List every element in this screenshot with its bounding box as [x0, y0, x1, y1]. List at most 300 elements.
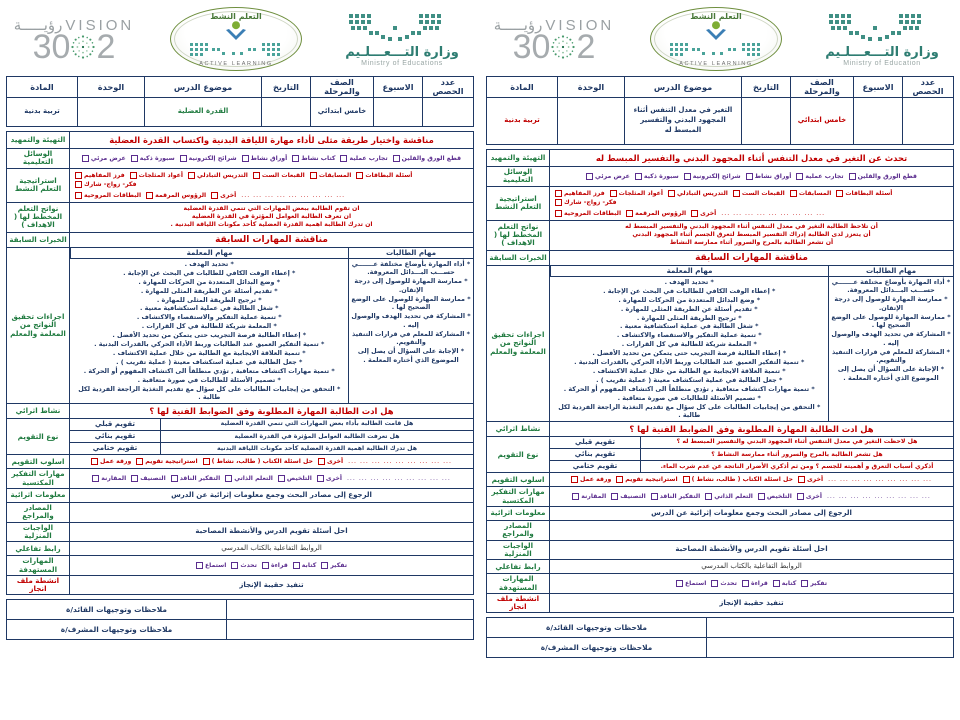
strategy-option: أسئلة البطاقات — [836, 190, 892, 197]
strategy-option: فكر- زواج- شارك — [555, 199, 617, 206]
vision-number-right: 30 — [512, 27, 551, 66]
skill-option: تفكير — [801, 580, 827, 587]
checkbox-icon[interactable] — [668, 190, 675, 197]
label-homework: الواجبات المنزلية — [7, 522, 70, 542]
ministry-english-label: Ministry of Educations — [361, 59, 443, 67]
row-tasks-header — [487, 265, 954, 421]
row-strategy — [487, 186, 954, 220]
interactive-link-text[interactable]: الروابط التفاعلية بالكتاب المدرسي — [550, 560, 954, 574]
strategy-option: الرؤوس المرقمة — [146, 192, 206, 199]
method-option: استراتيجية تقويم — [616, 476, 677, 483]
value-week[interactable] — [854, 98, 903, 145]
label-outcomes: نواتج التعلم المخطط لها ( الاهداف ) — [487, 220, 550, 250]
ministry-emblem-icon — [343, 12, 461, 44]
checkbox-icon[interactable] — [318, 458, 325, 465]
checkbox-icon[interactable] — [82, 155, 89, 162]
label-prior: الخبرات السابقة — [7, 232, 70, 247]
label-formative-assessment: تقويم بنائي — [550, 449, 641, 460]
enrich-question: هل ادت الطالبة المهارة المطلوبة وفق الضوابط الفنية لها ؟ — [70, 404, 474, 419]
warmup-text: مناقشة واختيار طريقة مثلى لأداء مهارة اللياقة البدنية واكتساب القدرة العضلية — [70, 132, 474, 149]
thinking-skills-options — [550, 487, 954, 507]
checkbox-icon[interactable] — [684, 173, 691, 180]
header-date: التاريخ — [742, 77, 791, 98]
teacher-task-item: * التحقق من إيجابيات الطالبات على كل سؤال مع تقديم التغذية الراجعة الفردية لكل طالبة . — [78, 384, 341, 402]
assessment-pre-text: هل لاحظت التغير في معدل التنفس أثناء المجهود البدني والتفسير المبسط له ؟ — [676, 438, 918, 446]
checkbox-icon[interactable] — [773, 580, 780, 587]
strategy-option: القبعات الست — [253, 172, 305, 179]
teacher-task-item: * تحديد الهدف . — [664, 277, 714, 286]
prior-title: مناقشة المهارات السابقة — [70, 232, 474, 247]
header-week: الاسبوع — [854, 77, 903, 98]
label-warmup: التهيئة والتمهيد — [7, 132, 70, 149]
row-leader-notes — [487, 618, 954, 638]
label-portfolio: انشطة ملف انجاز — [487, 593, 550, 613]
value-date[interactable] — [742, 98, 791, 145]
assessment-final-text: هل تدرك الطالبة اهمية القدرة العضلية كأحد مكونات اللياقة البدنية — [217, 444, 417, 452]
label-teaching-aids: الوسائل التعليمية — [7, 149, 70, 169]
method-option: أخرى — [318, 458, 343, 465]
row-strategy — [7, 168, 474, 202]
checkbox-icon[interactable] — [211, 192, 218, 199]
value-lesson-topic[interactable]: التغير في معدل التنفس أثناء المجهود البدني والتفسير المبسط له — [625, 98, 742, 145]
value-subject[interactable]: تربية بدنية — [7, 98, 78, 127]
label-assessment-method: اسلوب التقويم — [7, 455, 70, 469]
aid-option: تجارب عملية — [340, 155, 387, 162]
checkbox-icon[interactable] — [91, 458, 98, 465]
checkbox-icon[interactable] — [796, 173, 803, 180]
teacher-task-item: * إعطاء الوقت الكافي للطالبات في البحث عن الإجابة . — [603, 286, 776, 295]
header-teacher-tasks: مهام المعلمة — [71, 248, 349, 259]
strategy-blank-dots[interactable]: ... ... ... ... ... ... ... ... ... — [721, 209, 826, 217]
checkbox-icon[interactable] — [616, 476, 623, 483]
lesson-plan-table-right — [6, 131, 474, 595]
row-assessment-pre — [487, 437, 954, 449]
header-student-tasks: مهام الطالبات — [349, 248, 474, 259]
aid-option: سبورة ذكية — [635, 173, 679, 180]
checkbox-icon[interactable] — [242, 155, 249, 162]
checkbox-icon[interactable] — [310, 172, 317, 179]
checkbox-icon[interactable] — [797, 493, 804, 500]
warmup-text: تحدث عن التغير في معدل التنفس أثناء المجهود البدني والتفسير المبسط له — [550, 150, 954, 167]
prior-title: مناقشة المهارات السابقة — [550, 250, 954, 265]
strategy-option: المسابقات — [790, 190, 832, 197]
teacher-task-item: * المعلمة شريكة للطالبة في كل القرارات . — [141, 322, 277, 331]
value-lesson-topic[interactable]: القدرة العضلية — [145, 98, 262, 127]
row-teaching-aids — [7, 149, 474, 169]
checkbox-icon[interactable] — [340, 155, 347, 162]
student-task-item: * المشاركة في تحديد الهدف والوصول إليه . — [831, 330, 951, 347]
checkbox-icon[interactable] — [683, 476, 690, 483]
method-option: ورقة عمل — [91, 458, 131, 465]
strategy-blank-dots[interactable]: ... ... ... ... ... ... ... ... ... — [241, 191, 346, 199]
assessment-formative-text: هل تعرفت الطالبة العوامل المؤثرة في القدرة العضلية — [234, 432, 400, 440]
outcome-item: أن تلاحظ الطالبة التغير في معدل التنفس أثناء المجهود البدني والتفسير المبسط له — [625, 222, 878, 230]
portfolio-text: تنفيذ حقيبة الإنجاز — [70, 575, 474, 595]
checkbox-icon[interactable] — [231, 562, 238, 569]
header-lesson-topic: موضوع الدرس — [145, 77, 262, 98]
checkbox-icon[interactable] — [262, 562, 269, 569]
method-blank-dots[interactable]: ... ... ... ... ... ... ... ... ... — [828, 476, 932, 484]
teacher-task-item: * تصميم الأسئلة للطالبات في صورة متعاقبة . — [137, 375, 281, 384]
teacher-task-item: * وضع البدائل المتعددة من الحركات للمهارة . — [138, 277, 281, 286]
header-week: الاسبوع — [374, 77, 423, 98]
teacher-task-item: * تنمية عملية التفكير والاستقصاء والاكتشاف . — [616, 331, 762, 340]
assessment-formative-container — [70, 431, 474, 443]
document-header-right — [6, 2, 474, 76]
teacher-task-item: * تنمية العلاقة الايجابية مع الطالبة من خلال عملية الاكتشاف . — [112, 349, 306, 358]
supervisor-notes-value[interactable] — [707, 638, 954, 658]
row-interactive-link — [487, 560, 954, 574]
row-sources — [7, 503, 474, 523]
row-tasks-header — [7, 247, 474, 403]
outcomes-list — [70, 202, 474, 232]
vision-ornament-icon — [69, 33, 97, 61]
teacher-task-item: * شغل الطالبة في عملية استكشافية معنية . — [140, 304, 279, 313]
checkbox-icon[interactable] — [321, 562, 328, 569]
aid-option: قطع الورق والقلين — [393, 155, 461, 162]
header-lesson-topic: موضوع الدرس — [625, 77, 742, 98]
checkbox-icon[interactable] — [92, 475, 99, 482]
leader-notes-value[interactable] — [227, 600, 474, 620]
enrich-info-text: الرجوع إلى مصادر البحث وجمع معلومات إثرائية عن الدرس — [550, 506, 954, 520]
teacher-task-item: * تحديد الهدف . — [184, 259, 234, 268]
label-strategy: استراتيجية التعلم النشط — [7, 168, 70, 202]
method-option: حل اسئلة الكتاب ( طالب، نشاط ) — [203, 458, 313, 465]
checkbox-icon[interactable] — [75, 192, 82, 199]
checkbox-icon[interactable] — [691, 210, 698, 217]
label-assessment-type: نوع التقويم — [7, 419, 70, 455]
aid-option: شرائح إلكترونية — [180, 155, 237, 162]
checkbox-icon[interactable] — [711, 580, 718, 587]
aid-option: سبورة ذكية — [131, 155, 175, 162]
label-supervisor-notes: ملاحظات وتوجيهات المشرف/ة — [7, 620, 227, 640]
label-procedures: اجراءات تحقيق النواتج من المعلمة والمعلم — [487, 265, 550, 421]
skill-option: قراءة — [262, 562, 288, 569]
value-sessions-count[interactable] — [423, 98, 474, 127]
teaching-aids-options — [70, 149, 474, 169]
sources-value[interactable] — [550, 521, 954, 541]
teacher-task-item: * ترجيح الطريقة المثلى للمهارة . — [636, 313, 742, 322]
checkbox-icon[interactable] — [572, 493, 579, 500]
table-value-row — [7, 98, 474, 127]
row-target-skills — [487, 574, 954, 594]
aid-option: كتاب نشاط — [292, 155, 335, 162]
target-skills-options — [70, 556, 474, 576]
checkbox-icon[interactable] — [586, 173, 593, 180]
header-unit: الوحدة — [78, 77, 145, 98]
vision-number-right: 30 — [32, 27, 71, 66]
label-strategy: استراتيجية التعلم النشط — [487, 186, 550, 220]
row-assessment-final — [7, 443, 474, 455]
tasks-container — [550, 265, 954, 421]
row-prior-experience — [7, 232, 474, 247]
ministry-of-education-logo — [332, 7, 472, 71]
header-grade-stage: الصف والمرحلة — [311, 77, 374, 98]
teacher-tasks-list — [551, 276, 829, 421]
value-unit[interactable] — [558, 98, 625, 145]
vision-english-label: VISION — [65, 16, 135, 34]
value-week[interactable] — [374, 98, 423, 127]
checkbox-icon[interactable] — [651, 493, 658, 500]
target-skills-options — [550, 574, 954, 594]
document-header-left — [486, 2, 954, 76]
strategy-option: التدريس التبادلي — [668, 190, 728, 197]
thinking-option: التفكير الناقد — [651, 493, 700, 500]
row-target-skills — [7, 556, 474, 576]
checkbox-icon[interactable] — [188, 172, 195, 179]
checkbox-icon[interactable] — [180, 155, 187, 162]
checkbox-icon[interactable] — [317, 475, 324, 482]
header-student-tasks: مهام الطالبات — [829, 266, 954, 277]
thinking-option: أخرى — [317, 475, 342, 482]
strategy-option: أعواد المثلجات — [610, 190, 663, 197]
teacher-task-item: * التحقق من إيجابيات الطالبات على كل سؤال مع تقديم التغذية الراجعة الفردية لكل طالبة . — [558, 402, 821, 420]
value-sessions-count[interactable] — [903, 98, 954, 145]
label-supervisor-notes: ملاحظات وتوجيهات المشرف/ة — [487, 638, 707, 658]
aid-option: قطع الورق والقلين — [849, 173, 917, 180]
thinking-option: التلخيص — [758, 493, 792, 500]
active-learning-english-label: ACTIVE LEARNING — [679, 61, 753, 67]
header-grade-stage: الصف والمرحلة — [791, 77, 854, 98]
table-header-row — [7, 77, 474, 98]
method-option: استراتيجية تقويم — [136, 458, 197, 465]
label-procedures: اجراءات تحقيق النواتج من المعلمة والمعلم — [7, 247, 70, 403]
strategy-options — [70, 168, 474, 202]
row-enrich-activity — [487, 422, 954, 437]
assessment-final-container — [70, 443, 474, 455]
header-subject: المادة — [487, 77, 558, 98]
strategy-option: فكر- زواج- شارك — [75, 181, 137, 188]
strategy-option: الرؤوس المرقمة — [626, 210, 686, 217]
checkbox-icon[interactable] — [75, 172, 82, 179]
student-task-item: * الإجابة على السؤال أن يصل إلى الموضوع الذي أختاره المعلمة . — [357, 347, 465, 364]
lesson-info-table-left — [486, 76, 954, 145]
header-sessions-count: عدد الحصص — [423, 77, 474, 98]
vision-ornament-icon — [549, 33, 577, 61]
row-prior-experience — [487, 250, 954, 265]
strategy-option: أعواد المثلجات — [130, 172, 183, 179]
skill-option: تحدث — [231, 562, 257, 569]
row-assessment-method — [487, 473, 954, 487]
checkbox-icon[interactable] — [849, 173, 856, 180]
label-interactive-link: رابط تفاعلي — [487, 560, 550, 574]
row-assessment-formative — [487, 449, 954, 461]
teacher-task-item: * تنمية مهارات اكتشاف متعاقبة , تؤدي منطلقاً الى اكتشاف المفهوم أو الحركة . — [563, 384, 815, 393]
checkbox-icon[interactable] — [611, 493, 618, 500]
checkbox-icon[interactable] — [746, 173, 753, 180]
label-leader-notes: ملاحظات وتوجيهات القائد/ة — [7, 600, 227, 620]
row-outcomes — [487, 220, 954, 250]
skill-option: تفكير — [321, 562, 347, 569]
header-unit: الوحدة — [558, 77, 625, 98]
checkbox-icon[interactable] — [293, 562, 300, 569]
value-date[interactable] — [262, 98, 311, 127]
assessment-formative-container — [550, 449, 954, 461]
ministry-arabic-label: وزارة التـــعـــلـيم — [345, 44, 459, 60]
checkbox-icon[interactable] — [393, 155, 400, 162]
teacher-task-item: * جعل الطالبة في عملية استكشاف معينة ( عملية تقريب ) . — [596, 375, 783, 384]
assessment-method-options — [70, 455, 474, 469]
label-portfolio: انشطة ملف انجاز — [7, 575, 70, 595]
vision-arabic-label: رؤيـــــة — [493, 15, 543, 34]
checkbox-icon[interactable] — [278, 475, 285, 482]
checkbox-icon[interactable] — [705, 493, 712, 500]
sources-value[interactable] — [70, 503, 474, 523]
checkbox-icon[interactable] — [836, 190, 843, 197]
checkbox-icon[interactable] — [225, 475, 232, 482]
table-value-row — [487, 98, 954, 145]
interactive-link-text[interactable]: الروابط التفاعلية بالكتاب المدرسي — [70, 542, 474, 556]
checkbox-icon[interactable] — [356, 172, 363, 179]
label-enrich-info: معلومات اثرائية — [487, 506, 550, 520]
label-thinking-skills: مهارات التفكير المكتسبة — [487, 487, 550, 507]
teacher-task-item: * المعلمة شريكة للطالبة في كل القرارات . — [621, 340, 757, 349]
leader-notes-value[interactable] — [707, 618, 954, 638]
ministry-of-education-logo — [812, 7, 952, 71]
value-grade-stage[interactable]: خامس ابتدائي — [791, 98, 854, 145]
strategy-option: البطاقات المروحية — [555, 210, 621, 217]
checkbox-icon[interactable] — [131, 155, 138, 162]
thinking-option: التعلم الذاتي — [225, 475, 273, 482]
teacher-task-item: * تنمية مهارات اكتشاف متعاقبة , تؤدي منطلقاً الى اكتشاف المفهوم أو الحركة . — [83, 366, 335, 375]
teacher-task-item: * إعطاء الوقت الكافي للطالبات في البحث عن الإجابة . — [123, 268, 296, 277]
row-portfolio — [7, 575, 474, 595]
teacher-task-item: * إعطاء الطالبة فرصة التجريب حتى يتمكن من تحديد الأفضل . — [592, 349, 787, 358]
checkbox-icon[interactable] — [196, 562, 203, 569]
thinking-option: المقارنة — [92, 475, 126, 482]
portfolio-text: تنفيذ حقيبة الإنجاز — [550, 593, 954, 613]
strategy-option: أخرى — [691, 210, 716, 217]
teacher-tasks-list — [71, 258, 349, 403]
skill-option: تحدث — [711, 580, 737, 587]
checkbox-icon[interactable] — [790, 190, 797, 197]
checkbox-icon[interactable] — [75, 181, 82, 188]
student-task-item: * المشاركة للمعلم في قرارات التنفيذ والتقويم. — [351, 329, 471, 347]
value-subject[interactable]: تربية بدنية — [487, 98, 558, 145]
strategy-option: المسابقات — [310, 172, 352, 179]
learning-dots-icon — [188, 41, 284, 57]
label-prior: الخبرات السابقة — [487, 250, 550, 265]
row-enrich-info — [487, 506, 954, 520]
checkbox-icon[interactable] — [171, 475, 178, 482]
value-unit[interactable] — [78, 98, 145, 127]
teaching-aids-options — [550, 167, 954, 187]
tasks-container — [70, 247, 474, 403]
checkbox-icon[interactable] — [131, 475, 138, 482]
supervisor-notes-value[interactable] — [227, 620, 474, 640]
vision-number-left: 2 — [96, 27, 116, 66]
teacher-task-item: * جعل الطالبة في عملية استكشاف معينة ( عملية تقريب ) . — [116, 357, 303, 366]
aid-option: أوراق نشاط — [746, 173, 792, 180]
checkbox-icon[interactable] — [635, 173, 642, 180]
row-outcomes — [7, 202, 474, 232]
label-interactive-link: رابط تفاعلي — [7, 542, 70, 556]
method-option: أخرى — [798, 476, 823, 483]
lesson-plan-left — [480, 0, 960, 720]
homework-text: احل أسئلة تقويم الدرس والأنشطة المصاحبة — [550, 540, 954, 560]
checkbox-icon[interactable] — [555, 190, 562, 197]
thinking-blank-dots[interactable]: ... ... ... ... ... ... ... ... ... — [346, 475, 451, 483]
checkbox-icon[interactable] — [555, 199, 562, 206]
checkbox-icon[interactable] — [130, 172, 137, 179]
label-pre-assessment: تقويم قبلي — [70, 419, 161, 430]
vision-number-left: 2 — [576, 27, 596, 66]
checkbox-icon[interactable] — [742, 580, 749, 587]
assessment-method-options — [550, 473, 954, 487]
label-target-skills: المهارات المستهدفة — [487, 574, 550, 594]
checkbox-icon[interactable] — [801, 580, 808, 587]
homework-text: احل أسئلة تقويم الدرس والأنشطة المصاحبة — [70, 522, 474, 542]
checkbox-icon[interactable] — [555, 210, 562, 217]
teacher-task-item: * شغل الطالبة في عملية استكشافية معنية . — [620, 322, 759, 331]
active-learning-arabic-label: التعلم النشط — [690, 12, 742, 21]
skill-option: قراءة — [742, 580, 768, 587]
assessment-final-text: أذكري أسباب التعرق و أهميته للجسم ؟ ومن ثم أذكري الأضرار الناتجة عن عدم شرب الماء. — [660, 462, 934, 470]
row-warmup — [7, 132, 474, 149]
thinking-option: التصنيف — [131, 475, 166, 482]
skill-option: كتابة — [773, 580, 797, 587]
assessment-pre-container — [70, 419, 474, 431]
label-outcomes: نواتج التعلم المخطط لها ( الاهداف ) — [7, 202, 70, 232]
table-header-row — [487, 77, 954, 98]
checkbox-icon[interactable] — [253, 172, 260, 179]
row-portfolio — [487, 593, 954, 613]
label-sources: المصادر والمراجع — [7, 503, 70, 523]
row-homework — [487, 540, 954, 560]
row-teaching-aids — [487, 167, 954, 187]
checkbox-icon[interactable] — [798, 476, 805, 483]
row-warmup — [487, 150, 954, 167]
teacher-task-item: * تقديم أسئلة عن الطريقة المثلى للمهارة . — [140, 286, 278, 295]
ministry-emblem-icon — [823, 12, 941, 44]
checkbox-icon[interactable] — [203, 458, 210, 465]
teacher-task-item: * وضع البدائل المتعددة من الحركات للمهارة . — [618, 295, 761, 304]
label-enrich-activity: نشاط اثرائي — [487, 422, 550, 437]
checkbox-icon[interactable] — [292, 155, 299, 162]
active-learning-logo — [170, 7, 302, 71]
value-grade-stage[interactable]: خامس ابتدائي — [311, 98, 374, 127]
checkbox-icon[interactable] — [571, 476, 578, 483]
row-enrich-activity — [7, 404, 474, 419]
checkbox-icon[interactable] — [758, 493, 765, 500]
student-task-item: * المشاركة في تحديد الهدف والوصول إليه . — [351, 312, 471, 329]
teacher-task-item: * تصميم الأسئلة للطالبات في صورة متعاقبة . — [617, 393, 761, 402]
outcome-item: ان تدرك الطالبة اهمية القدرة العضلية كأحد مكونات اللياقة البدنية . — [170, 221, 373, 229]
lesson-plan-table-left — [486, 149, 954, 613]
strategy-option: القبعات الست — [733, 190, 785, 197]
method-blank-dots[interactable]: ... ... ... ... ... ... ... ... ... — [348, 458, 452, 466]
strategy-option: أسئلة البطاقات — [356, 172, 412, 179]
checkbox-icon[interactable] — [610, 190, 617, 197]
notes-table-left — [486, 617, 954, 658]
header-teacher-tasks: مهام المعلمة — [551, 266, 829, 277]
label-final-assessment: تقويم ختامي — [550, 461, 641, 472]
checkbox-icon[interactable] — [626, 210, 633, 217]
assessment-pre-text: هل قامت الطالبة بأداء بعض المهارات التي تنمي القدرة العضلية — [220, 420, 414, 428]
thinking-blank-dots[interactable]: ... ... ... ... ... ... ... ... ... — [826, 493, 931, 501]
student-task-item: * المشاركة للمعلم في قرارات التنفيذ والتقويم. — [831, 347, 951, 365]
checkbox-icon[interactable] — [676, 580, 683, 587]
checkbox-icon[interactable] — [136, 458, 143, 465]
vision-english-label: VISION — [545, 16, 615, 34]
thinking-option: أخرى — [797, 493, 822, 500]
checkbox-icon[interactable] — [146, 192, 153, 199]
checkbox-icon[interactable] — [733, 190, 740, 197]
label-teaching-aids: الوسائل التعليمية — [487, 167, 550, 187]
learner-figure-icon — [702, 21, 730, 43]
outcome-item: ان تقوم الطالبة ببعض المهارات التي تنمي القدرة العضلية — [183, 204, 360, 212]
aid-option: أوراق نشاط — [242, 155, 288, 162]
